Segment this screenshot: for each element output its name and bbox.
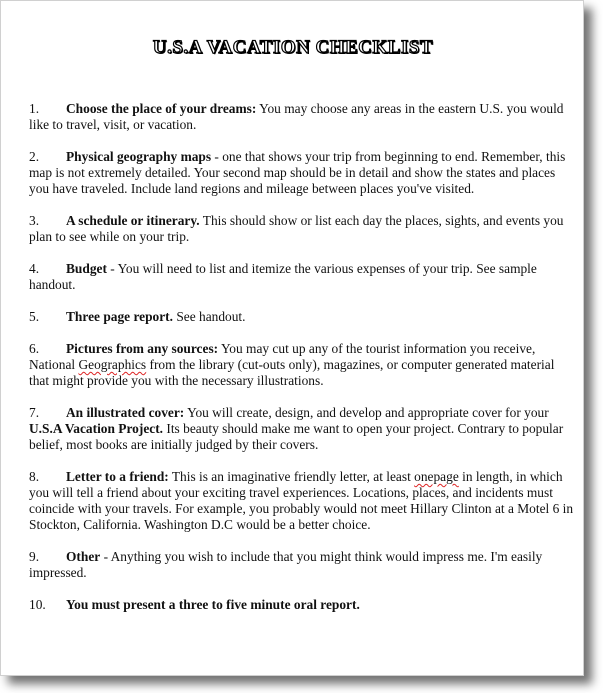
- item-number: 8.: [29, 469, 40, 484]
- item-number: 1.: [29, 101, 40, 116]
- item-text: from the library (cut-outs only), magazines, or computer generated material that might provide you with the necessary illustrations.: [29, 357, 555, 388]
- item-heading: Letter to a friend:: [66, 469, 169, 484]
- item-text: This is an imaginative friendly letter, at least: [168, 469, 415, 484]
- item-number: 3.: [29, 213, 40, 228]
- item-heading: Budget: [66, 261, 107, 276]
- item-heading: Choose the place of your dreams:: [66, 101, 257, 116]
- checklist-item-8: [29, 469, 575, 533]
- item-number: 7.: [29, 405, 40, 420]
- item-number: 5.: [29, 309, 40, 324]
- item-text: You may choose any areas in the eastern U.S. you would like to travel, visit, or vacation.: [29, 101, 564, 132]
- project-name: U.S.A Vacation Project.: [29, 421, 164, 436]
- item-heading: Other: [66, 549, 101, 564]
- spellcheck-flagged-word: onepage: [414, 469, 459, 484]
- item-text: You will create, design, and develop and appropriate cover for your: [184, 405, 549, 420]
- checklist-item-10: [29, 597, 575, 613]
- checklist-item-4: [29, 261, 575, 293]
- checklist-item-9: [29, 549, 575, 581]
- page-title: U.S.A VACATION CHECKLIST: [152, 37, 434, 58]
- item-text: - Anything you wish to include that you might think would impress me. I'm easily impressed.: [29, 549, 543, 580]
- item-heading: Three page report.: [66, 309, 173, 324]
- item-number: 6.: [29, 341, 40, 356]
- item-number: 9.: [29, 549, 40, 564]
- item-number: 2.: [29, 149, 40, 164]
- item-heading: Pictures from any sources:: [66, 341, 219, 356]
- item-heading: Physical geography maps: [66, 149, 212, 164]
- item-heading: An illustrated cover:: [66, 405, 185, 420]
- item-text: This should show or list each day the places, sights, and events you plan to see while on your trip.: [29, 213, 564, 244]
- item-text: You may cut up any of the tourist information you receive, National: [29, 341, 536, 372]
- checklist-item-7: [29, 405, 575, 453]
- checklist-item-5: [29, 309, 575, 325]
- checklist-item-6: [29, 341, 575, 389]
- checklist-item-1: [29, 101, 575, 133]
- checklist-item-3: [29, 213, 575, 245]
- checklist: [29, 101, 575, 629]
- item-number: 10.: [29, 597, 46, 612]
- item-text: - one that shows your trip from beginning to end. Remember, this map is not extremely detailed. Your second map should be in detail and show the states and places you have traveled. Include land regions and mileage between places you've visited.: [29, 149, 566, 196]
- item-text: - You will need to list and itemize the various expenses of your trip. See sample handout.: [29, 261, 537, 292]
- item-number: 4.: [29, 261, 40, 276]
- item-text: Its beauty should make me want to open your project. Contrary to popular belief, most books are initially judged by their covers.: [29, 421, 564, 452]
- checklist-item-2: [29, 149, 575, 197]
- item-text: See handout.: [172, 309, 246, 324]
- item-heading: You must present a three to five minute oral report.: [66, 597, 360, 612]
- spellcheck-flagged-word: Geographics: [78, 357, 147, 372]
- item-heading: A schedule or itinerary.: [66, 213, 200, 228]
- item-text: in length, in which you will tell a friend about your exciting travel experiences. Locations, places, and incidents must coincide with your travels. For example, you probably would not meet Hillary Clinton at a Motel 6 in Stockton, California. Washington D.C would be a better choice.: [29, 469, 574, 532]
